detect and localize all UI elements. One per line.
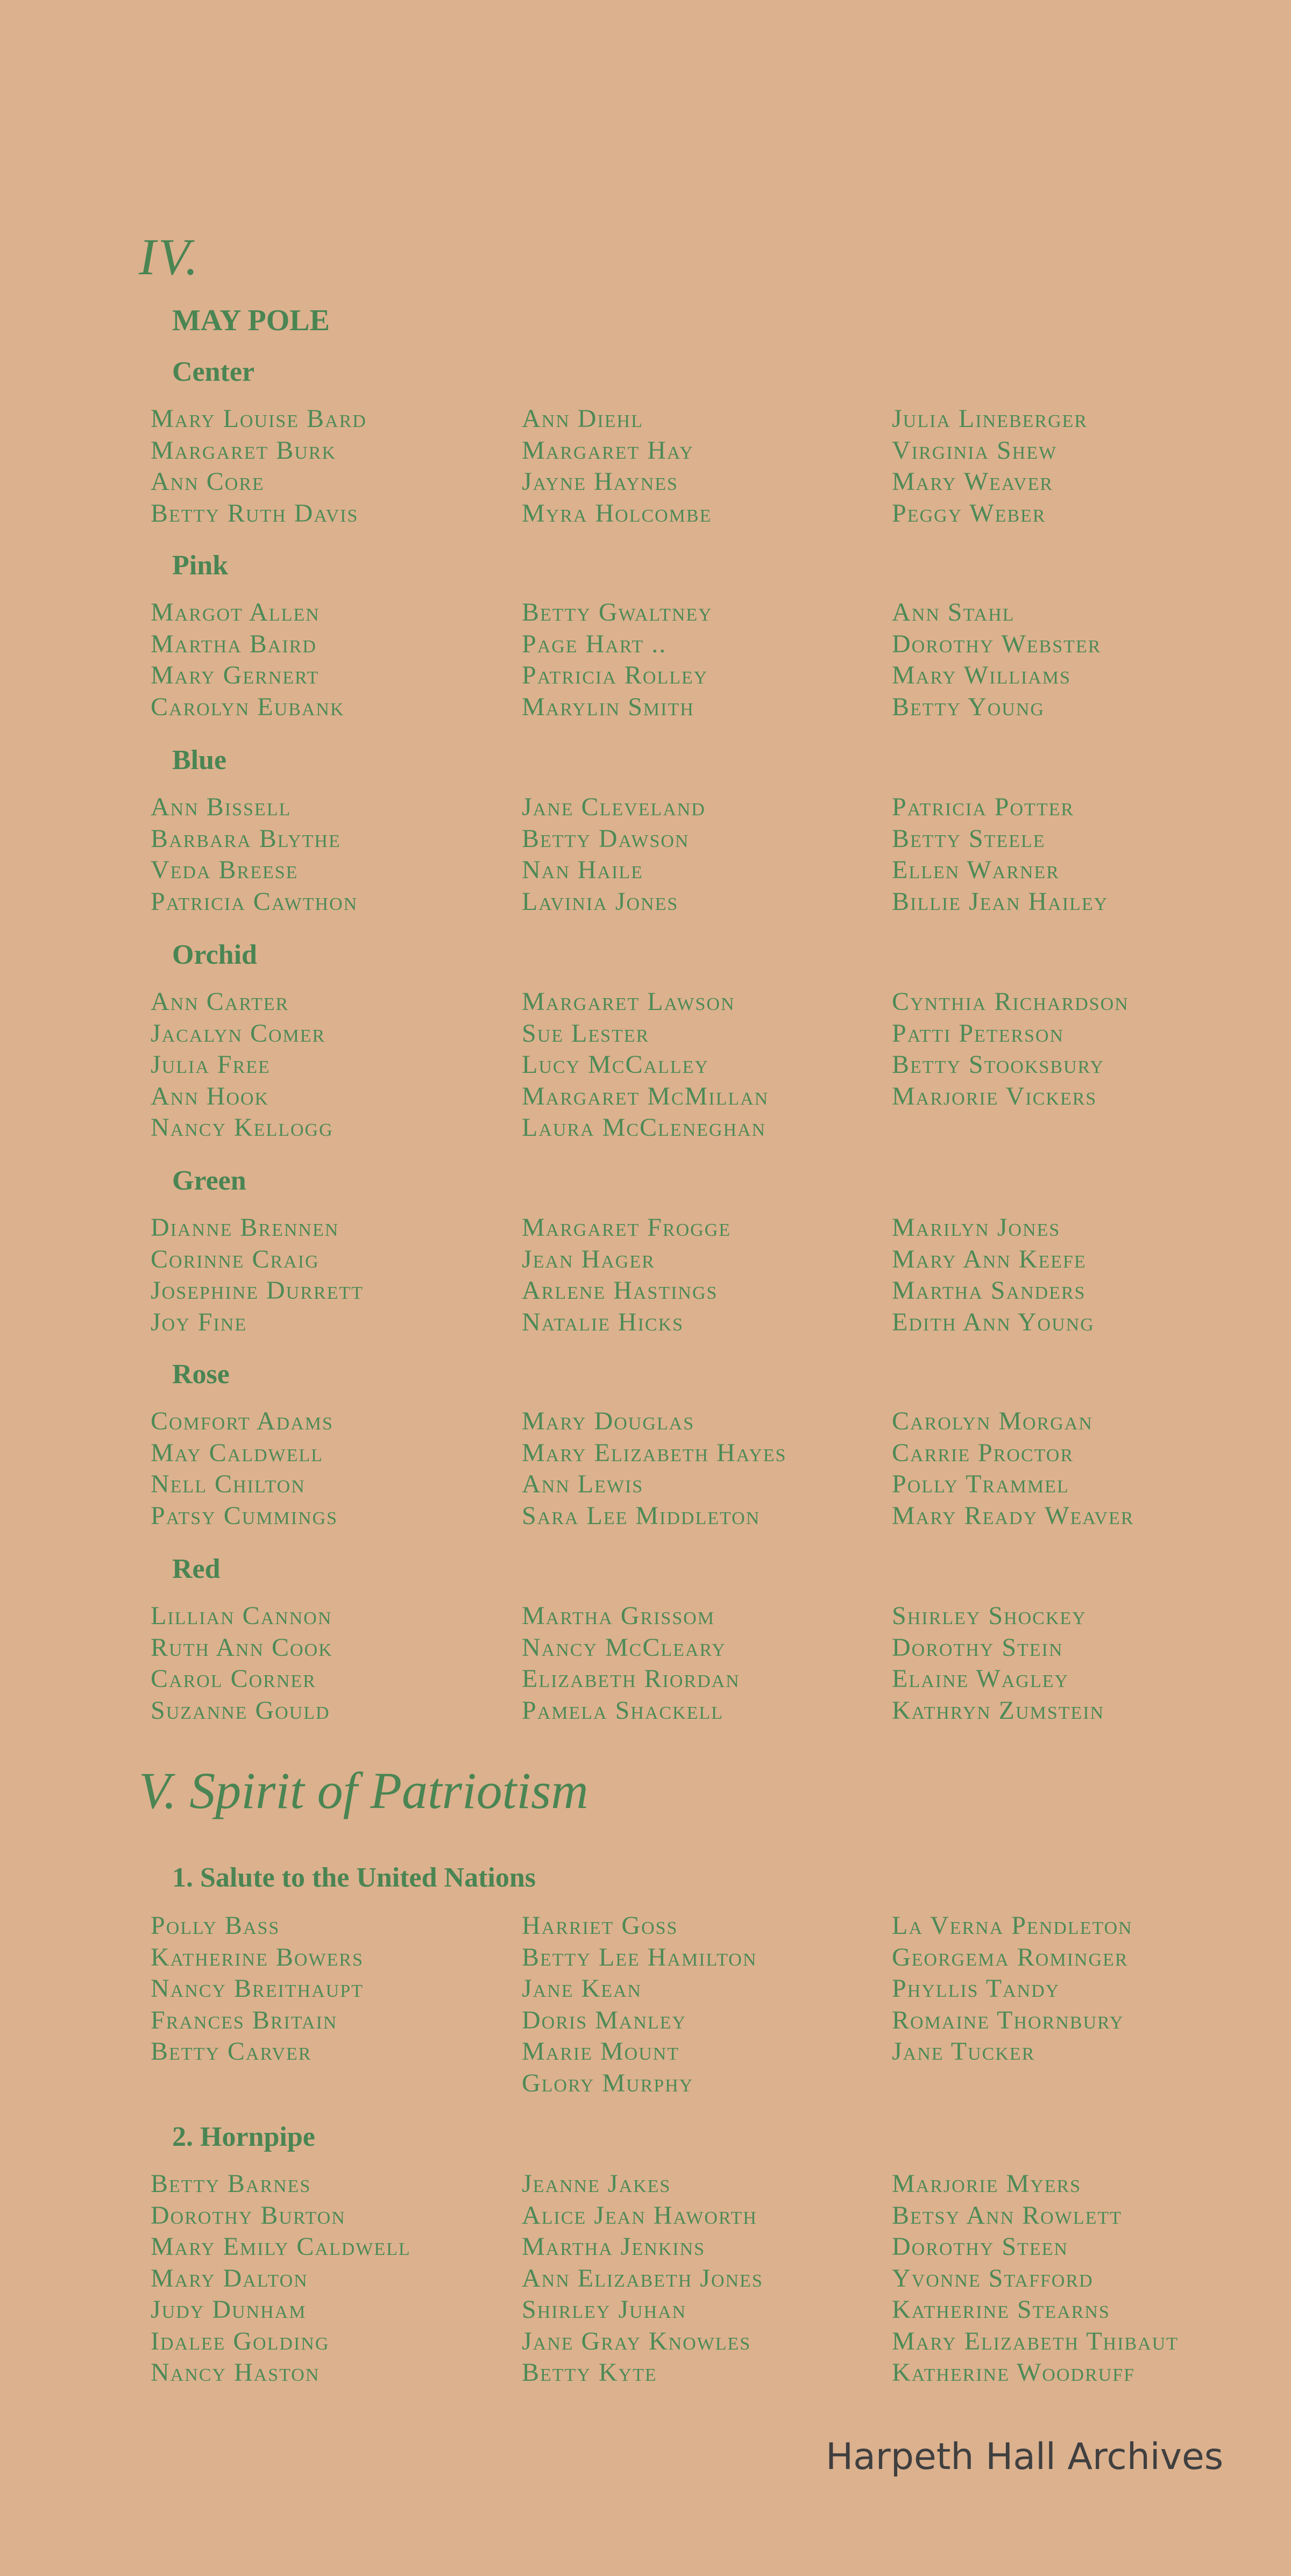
name-entry: Margaret Lawson bbox=[522, 987, 735, 1016]
blue-column-3 bbox=[892, 792, 1108, 917]
part-v-title: V. Spirit of Patriotism bbox=[139, 1762, 588, 1819]
name-entry: Betty Stooksbury bbox=[892, 1050, 1104, 1079]
name-entry: Sue Lester bbox=[522, 1019, 650, 1048]
group-title-center: Center bbox=[172, 357, 255, 387]
name-entry: Carolyn Eubank bbox=[151, 692, 345, 721]
orchid-column-1 bbox=[151, 986, 334, 1144]
green-column-3 bbox=[892, 1212, 1095, 1338]
red-column-1 bbox=[151, 1600, 333, 1726]
pink-column-3 bbox=[892, 597, 1101, 723]
blue-column-2 bbox=[522, 792, 706, 917]
hornpipe-column-3 bbox=[892, 2168, 1179, 2389]
name-entry: Carolyn Morgan bbox=[892, 1407, 1093, 1435]
name-entry: Mary Douglas bbox=[522, 1407, 695, 1435]
name-entry: Patti Peterson bbox=[892, 1019, 1065, 1048]
name-entry: Jean Hager bbox=[522, 1244, 655, 1273]
name-entry: Joy Fine bbox=[151, 1307, 247, 1336]
name-entry: Nancy Haston bbox=[151, 2358, 320, 2387]
name-entry: Harriet Goss bbox=[522, 1911, 678, 1940]
part-iv-numeral: IV. bbox=[139, 228, 201, 286]
name-entry: Martha Sanders bbox=[892, 1276, 1086, 1305]
name-entry: Judy Dunham bbox=[151, 2295, 307, 2324]
center-column-3 bbox=[892, 403, 1088, 529]
name-entry: Ann Diehl bbox=[522, 404, 643, 433]
name-entry: Page Hart .. bbox=[522, 629, 667, 658]
name-entry: Margot Allen bbox=[151, 598, 320, 627]
name-entry: Betty Carver bbox=[151, 2037, 312, 2066]
name-entry: Idalee Golding bbox=[151, 2326, 330, 2356]
name-entry: Lavinia Jones bbox=[522, 887, 679, 916]
name-entry: Mary Dalton bbox=[151, 2264, 308, 2293]
name-entry: Barbara Blythe bbox=[151, 824, 341, 853]
group-title-orchid: Orchid bbox=[172, 940, 257, 970]
name-entry: Ann Lewis bbox=[522, 1470, 644, 1498]
name-entry: Elizabeth Riordan bbox=[522, 1664, 740, 1693]
name-entry: Margaret Frogge bbox=[522, 1213, 732, 1242]
name-entry: Polly Bass bbox=[151, 1911, 280, 1940]
green-column-2 bbox=[522, 1212, 731, 1338]
name-entry: Patsy Cummings bbox=[151, 1501, 338, 1530]
rose-column-2 bbox=[522, 1406, 786, 1532]
name-entry: Marilyn Jones bbox=[892, 1213, 1061, 1242]
name-entry: Suzanne Gould bbox=[151, 1696, 330, 1725]
name-entry: Patricia Rolley bbox=[522, 661, 708, 689]
name-entry: Nancy Breithaupt bbox=[151, 1974, 364, 2003]
name-entry: Yvonne Stafford bbox=[892, 2264, 1094, 2293]
name-entry: Patricia Potter bbox=[892, 793, 1075, 821]
name-entry: Lillian Cannon bbox=[151, 1602, 332, 1630]
salute-united-nations-title: 1. Salute to the United Nations bbox=[172, 1862, 536, 1893]
name-entry: Julia Lineberger bbox=[892, 404, 1088, 433]
name-entry: Mary Ready Weaver bbox=[892, 1501, 1134, 1530]
salute-column-3 bbox=[892, 1910, 1133, 2068]
name-entry: Jayne Haynes bbox=[522, 467, 678, 496]
name-entry: Elaine Wagley bbox=[892, 1664, 1069, 1693]
name-entry: Marjorie Myers bbox=[892, 2169, 1082, 2198]
name-entry: Nan Haile bbox=[522, 856, 643, 884]
name-entry: Ann Core bbox=[151, 467, 265, 496]
name-entry: Mary Williams bbox=[892, 661, 1071, 689]
center-column-2 bbox=[522, 403, 712, 529]
name-entry: Betty Dawson bbox=[522, 824, 690, 853]
name-entry: Dorothy Stein bbox=[892, 1633, 1063, 1662]
hornpipe-column-1 bbox=[151, 2168, 411, 2389]
name-entry: Jane Gray Knowles bbox=[522, 2326, 751, 2356]
salute-column-1 bbox=[151, 1910, 364, 2068]
hornpipe-column-2 bbox=[522, 2168, 763, 2389]
red-column-2 bbox=[522, 1600, 740, 1726]
name-entry: Edith Ann Young bbox=[892, 1307, 1095, 1336]
name-entry: Georgema Rominger bbox=[892, 1942, 1129, 1972]
name-entry: Ann Carter bbox=[151, 987, 289, 1016]
name-entry: Nancy McCleary bbox=[522, 1633, 726, 1662]
name-entry: May Caldwell bbox=[151, 1438, 323, 1467]
may-pole-title: MAY POLE bbox=[172, 304, 330, 337]
name-entry: La Verna Pendleton bbox=[892, 1911, 1133, 1940]
name-entry: Betty Barnes bbox=[151, 2169, 311, 2198]
name-entry: Corinne Craig bbox=[151, 1244, 320, 1273]
group-title-blue: Blue bbox=[172, 745, 227, 775]
name-entry: Dorothy Webster bbox=[892, 629, 1102, 658]
name-entry: Betty Kyte bbox=[522, 2358, 657, 2387]
name-entry: Peggy Weber bbox=[892, 499, 1046, 528]
name-entry: Margaret Hay bbox=[522, 436, 694, 465]
name-entry: Ellen Warner bbox=[892, 856, 1060, 884]
green-column-1 bbox=[151, 1212, 364, 1338]
name-entry: Jane Tucker bbox=[892, 2037, 1035, 2066]
name-entry: Julia Free bbox=[151, 1050, 271, 1079]
name-entry: Lucy McCalley bbox=[522, 1050, 709, 1079]
blue-column-1 bbox=[151, 792, 358, 917]
name-entry: Nell Chilton bbox=[151, 1470, 306, 1498]
name-entry: Jacalyn Comer bbox=[151, 1019, 326, 1048]
name-entry: Virginia Shew bbox=[892, 436, 1058, 465]
name-entry: Ann Stahl bbox=[892, 598, 1015, 627]
name-entry: Margaret McMillan bbox=[522, 1081, 769, 1111]
name-entry: Marylin Smith bbox=[522, 692, 694, 721]
center-column-1 bbox=[151, 403, 367, 529]
rose-column-3 bbox=[892, 1406, 1134, 1532]
name-entry: Cynthia Richardson bbox=[892, 987, 1129, 1016]
group-title-green: Green bbox=[172, 1165, 246, 1196]
name-entry: Veda Breese bbox=[151, 856, 299, 884]
archive-watermark: Harpeth Hall Archives bbox=[826, 2436, 1224, 2478]
name-entry: Ruth Ann Cook bbox=[151, 1633, 333, 1662]
name-entry: Patricia Cawthon bbox=[151, 887, 358, 916]
name-entry: Martha Grissom bbox=[522, 1602, 715, 1630]
name-entry: Mary Emily Caldwell bbox=[151, 2232, 411, 2261]
orchid-column-3 bbox=[892, 986, 1129, 1112]
name-entry: Ann Hook bbox=[151, 1081, 269, 1111]
name-entry: Jane Cleveland bbox=[522, 793, 706, 821]
name-entry: Betty Lee Hamilton bbox=[522, 1942, 757, 1972]
rose-column-1 bbox=[151, 1406, 338, 1532]
name-entry: Mary Ann Keefe bbox=[892, 1244, 1087, 1273]
name-entry: Glory Murphy bbox=[522, 2068, 694, 2097]
name-entry: Josephine Durrett bbox=[151, 1276, 364, 1305]
name-entry: Romaine Thornbury bbox=[892, 2005, 1124, 2034]
group-title-rose: Rose bbox=[172, 1359, 230, 1390]
name-entry: Sara Lee Middleton bbox=[522, 1501, 761, 1530]
name-entry: Katherine Woodruff bbox=[892, 2358, 1136, 2387]
name-entry: Mary Louise Bard bbox=[151, 404, 367, 433]
name-entry: Mary Gernert bbox=[151, 661, 320, 689]
name-entry: Carol Corner bbox=[151, 1664, 316, 1693]
hornpipe-title: 2. Hornpipe bbox=[172, 2122, 315, 2152]
pink-column-2 bbox=[522, 597, 713, 723]
name-entry: Doris Manley bbox=[522, 2005, 687, 2034]
name-entry: Margaret Burk bbox=[151, 436, 337, 465]
name-entry: Arlene Hastings bbox=[522, 1276, 718, 1305]
orchid-column-2 bbox=[522, 986, 769, 1144]
name-entry: Betsy Ann Rowlett bbox=[892, 2201, 1122, 2230]
name-entry: Mary Elizabeth Hayes bbox=[522, 1438, 787, 1467]
name-entry: Pamela Shackell bbox=[522, 1696, 723, 1725]
red-column-3 bbox=[892, 1600, 1104, 1726]
salute-column-2 bbox=[522, 1910, 757, 2099]
name-entry: Betty Ruth Davis bbox=[151, 499, 359, 528]
name-entry: Ann Bissell bbox=[151, 793, 292, 821]
name-entry: Dianne Brennen bbox=[151, 1213, 339, 1242]
pink-column-1 bbox=[151, 597, 345, 723]
name-entry: Katherine Stearns bbox=[892, 2295, 1110, 2324]
name-entry: Shirley Shockey bbox=[892, 1602, 1087, 1630]
group-title-pink: Pink bbox=[172, 550, 229, 581]
name-entry: Mary Elizabeth Thibaut bbox=[892, 2326, 1179, 2356]
name-entry: Dorothy Burton bbox=[151, 2201, 346, 2230]
name-entry: Betty Steele bbox=[892, 824, 1046, 853]
name-entry: Phyllis Tandy bbox=[892, 1974, 1060, 2003]
name-entry: Polly Trammel bbox=[892, 1470, 1069, 1498]
name-entry: Dorothy Steen bbox=[892, 2232, 1068, 2261]
name-entry: Jane Kean bbox=[522, 1974, 642, 2003]
group-title-red: Red bbox=[172, 1554, 221, 1584]
name-entry: Betty Young bbox=[892, 692, 1045, 721]
name-entry: Jeanne Jakes bbox=[522, 2169, 671, 2198]
name-entry: Carrie Proctor bbox=[892, 1438, 1074, 1467]
name-entry: Shirley Juhan bbox=[522, 2295, 687, 2324]
name-entry: Martha Jenkins bbox=[522, 2232, 706, 2261]
name-entry: Mary Weaver bbox=[892, 467, 1053, 496]
name-entry: Frances Britain bbox=[151, 2005, 338, 2034]
name-entry: Billie Jean Hailey bbox=[892, 887, 1109, 916]
name-entry: Alice Jean Haworth bbox=[522, 2201, 757, 2230]
name-entry: Ann Elizabeth Jones bbox=[522, 2264, 763, 2293]
name-entry: Myra Holcombe bbox=[522, 499, 712, 528]
name-entry: Katherine Bowers bbox=[151, 1942, 364, 1972]
name-entry: Laura McCleneghan bbox=[522, 1113, 767, 1142]
name-entry: Marjorie Vickers bbox=[892, 1081, 1097, 1111]
name-entry: Natalie Hicks bbox=[522, 1307, 684, 1336]
name-entry: Betty Gwaltney bbox=[522, 598, 713, 627]
name-entry: Marie Mount bbox=[522, 2037, 680, 2066]
name-entry: Nancy Kellogg bbox=[151, 1113, 334, 1142]
name-entry: Martha Baird bbox=[151, 629, 317, 658]
name-entry: Kathryn Zumstein bbox=[892, 1696, 1105, 1725]
name-entry: Comfort Adams bbox=[151, 1407, 334, 1435]
